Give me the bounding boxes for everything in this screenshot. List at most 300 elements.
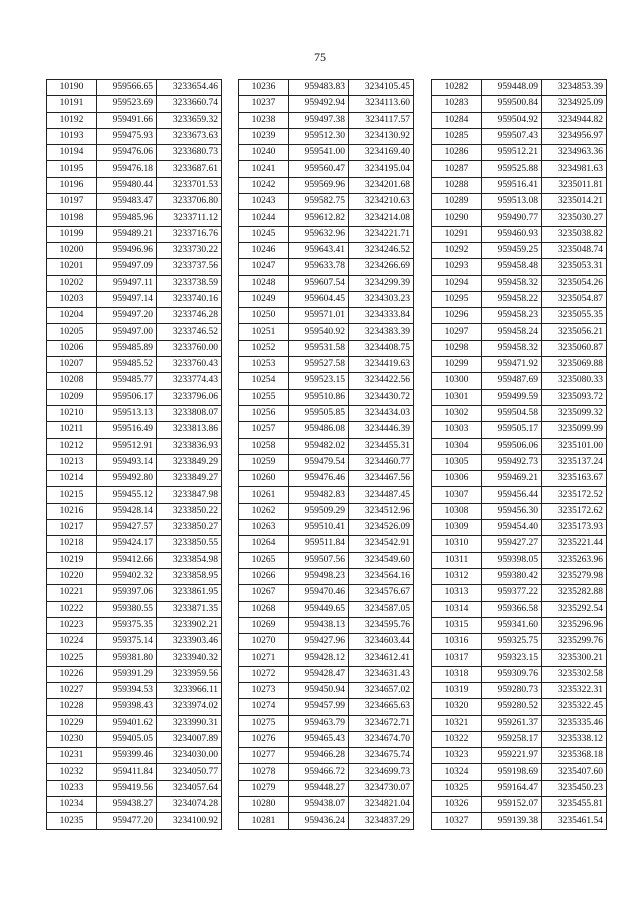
- x-coordinate-cell: 959164.47: [482, 780, 542, 796]
- point-id-cell: 10324: [432, 764, 482, 780]
- table-row: [239, 731, 414, 747]
- table-row: [432, 585, 607, 601]
- y-coordinate-cell: 3234105.45: [349, 80, 414, 96]
- x-coordinate-cell: 959463.79: [289, 715, 349, 731]
- point-id-cell: 10306: [432, 471, 482, 487]
- y-coordinate-cell: 3234631.43: [349, 666, 414, 682]
- table-row: [239, 340, 414, 356]
- table-row: [432, 210, 607, 226]
- x-coordinate-cell: 959448.09: [482, 80, 542, 96]
- table-row: [239, 324, 414, 340]
- table-row: [47, 405, 222, 421]
- y-coordinate-cell: 3234100.92: [157, 813, 222, 829]
- table-row: [47, 748, 222, 764]
- point-id-cell: 10308: [432, 503, 482, 519]
- point-id-cell: 10190: [47, 80, 97, 96]
- x-coordinate-cell: 959460.93: [482, 226, 542, 242]
- table-row: [239, 194, 414, 210]
- y-coordinate-cell: 3234981.63: [542, 161, 607, 177]
- table-row: [432, 650, 607, 666]
- x-coordinate-cell: 959531.58: [289, 340, 349, 356]
- y-coordinate-cell: 3235163.67: [542, 471, 607, 487]
- y-coordinate-cell: 3233654.46: [157, 80, 222, 96]
- x-coordinate-cell: 959438.13: [289, 617, 349, 633]
- x-coordinate-cell: 959504.58: [482, 405, 542, 421]
- point-id-cell: 10191: [47, 96, 97, 112]
- point-id-cell: 10198: [47, 210, 97, 226]
- point-id-cell: 10217: [47, 520, 97, 536]
- y-coordinate-cell: 3234956.97: [542, 128, 607, 144]
- x-coordinate-cell: 959280.73: [482, 682, 542, 698]
- x-coordinate-cell: 959498.23: [289, 568, 349, 584]
- point-id-cell: 10275: [239, 715, 289, 731]
- table-row: [239, 520, 414, 536]
- table-row: [239, 96, 414, 112]
- x-coordinate-cell: 959471.92: [482, 357, 542, 373]
- x-coordinate-cell: 959492.94: [289, 96, 349, 112]
- point-id-cell: 10196: [47, 177, 97, 193]
- x-coordinate-cell: 959454.40: [482, 520, 542, 536]
- table-row: [239, 715, 414, 731]
- point-id-cell: 10310: [432, 536, 482, 552]
- point-id-cell: 10224: [47, 634, 97, 650]
- table-row: [432, 291, 607, 307]
- x-coordinate-cell: 959391.29: [97, 666, 157, 682]
- point-id-cell: 10202: [47, 275, 97, 291]
- y-coordinate-cell: 3234299.39: [349, 275, 414, 291]
- x-coordinate-cell: 959492.80: [97, 471, 157, 487]
- x-coordinate-cell: 959485.89: [97, 340, 157, 356]
- x-coordinate-cell: 959469.21: [482, 471, 542, 487]
- y-coordinate-cell: 3235038.82: [542, 226, 607, 242]
- table-row: [432, 340, 607, 356]
- x-coordinate-cell: 959632.96: [289, 226, 349, 242]
- y-coordinate-cell: 3233902.21: [157, 617, 222, 633]
- x-coordinate-cell: 959427.96: [289, 634, 349, 650]
- point-id-cell: 10273: [239, 682, 289, 698]
- x-coordinate-cell: 959505.17: [482, 422, 542, 438]
- x-coordinate-cell: 959511.84: [289, 536, 349, 552]
- point-id-cell: 10208: [47, 373, 97, 389]
- table-row: [47, 275, 222, 291]
- table-row: [47, 259, 222, 275]
- y-coordinate-cell: 3234419.63: [349, 357, 414, 373]
- table-row: [47, 438, 222, 454]
- y-coordinate-cell: 3235069.88: [542, 357, 607, 373]
- table-row: [47, 666, 222, 682]
- point-id-cell: 10316: [432, 634, 482, 650]
- x-coordinate-cell: 959523.69: [97, 96, 157, 112]
- x-coordinate-cell: 959510.41: [289, 520, 349, 536]
- point-id-cell: 10253: [239, 357, 289, 373]
- x-coordinate-cell: 959516.49: [97, 422, 157, 438]
- x-coordinate-cell: 959459.25: [482, 242, 542, 258]
- y-coordinate-cell: 3235172.52: [542, 487, 607, 503]
- y-coordinate-cell: 3233940.32: [157, 650, 222, 666]
- point-id-cell: 10309: [432, 520, 482, 536]
- point-id-cell: 10262: [239, 503, 289, 519]
- point-id-cell: 10236: [239, 80, 289, 96]
- point-id-cell: 10293: [432, 259, 482, 275]
- table-row: [47, 715, 222, 731]
- x-coordinate-cell: 959500.84: [482, 96, 542, 112]
- y-coordinate-cell: 3233760.43: [157, 357, 222, 373]
- y-coordinate-cell: 3235455.81: [542, 797, 607, 813]
- x-coordinate-cell: 959428.47: [289, 666, 349, 682]
- table-row: [47, 226, 222, 242]
- table-row: [47, 324, 222, 340]
- table-row: [47, 764, 222, 780]
- x-coordinate-cell: 959458.48: [482, 259, 542, 275]
- point-id-cell: 10256: [239, 405, 289, 421]
- table-row: [239, 601, 414, 617]
- x-coordinate-cell: 959506.06: [482, 438, 542, 454]
- x-coordinate-cell: 959458.22: [482, 291, 542, 307]
- point-id-cell: 10241: [239, 161, 289, 177]
- table-row: [239, 666, 414, 682]
- y-coordinate-cell: 3235263.96: [542, 552, 607, 568]
- table-row: [47, 682, 222, 698]
- x-coordinate-cell: 959427.27: [482, 536, 542, 552]
- table-row: [47, 780, 222, 796]
- table-row: [47, 80, 222, 96]
- point-id-cell: 10298: [432, 340, 482, 356]
- point-id-cell: 10206: [47, 340, 97, 356]
- x-coordinate-cell: 959476.06: [97, 145, 157, 161]
- point-id-cell: 10317: [432, 650, 482, 666]
- y-coordinate-cell: 3234672.71: [349, 715, 414, 731]
- y-coordinate-cell: 3235060.87: [542, 340, 607, 356]
- x-coordinate-cell: 959476.18: [97, 161, 157, 177]
- point-id-cell: 10244: [239, 210, 289, 226]
- x-coordinate-cell: 959428.12: [289, 650, 349, 666]
- y-coordinate-cell: 3233813.86: [157, 422, 222, 438]
- y-coordinate-cell: 3235173.93: [542, 520, 607, 536]
- x-coordinate-cell: 959510.86: [289, 389, 349, 405]
- table-row: [239, 634, 414, 650]
- table-row: [47, 487, 222, 503]
- x-coordinate-cell: 959582.75: [289, 194, 349, 210]
- y-coordinate-cell: 3234853.39: [542, 80, 607, 96]
- x-coordinate-cell: 959398.05: [482, 552, 542, 568]
- y-coordinate-cell: 3235099.32: [542, 405, 607, 421]
- x-coordinate-cell: 959643.41: [289, 242, 349, 258]
- point-id-cell: 10266: [239, 568, 289, 584]
- y-coordinate-cell: 3233966.11: [157, 682, 222, 698]
- point-id-cell: 10269: [239, 617, 289, 633]
- point-id-cell: 10291: [432, 226, 482, 242]
- x-coordinate-cell: 959497.38: [289, 112, 349, 128]
- table-row: [432, 177, 607, 193]
- x-coordinate-cell: 959341.60: [482, 617, 542, 633]
- point-id-cell: 10283: [432, 96, 482, 112]
- x-coordinate-cell: 959436.24: [289, 813, 349, 829]
- y-coordinate-cell: 3235011.81: [542, 177, 607, 193]
- point-id-cell: 10323: [432, 748, 482, 764]
- table-row: [432, 536, 607, 552]
- y-coordinate-cell: 3235054.26: [542, 275, 607, 291]
- x-coordinate-cell: 959479.54: [289, 454, 349, 470]
- table-row: [432, 715, 607, 731]
- point-id-cell: 10257: [239, 422, 289, 438]
- point-id-cell: 10294: [432, 275, 482, 291]
- point-id-cell: 10246: [239, 242, 289, 258]
- x-coordinate-cell: 959449.65: [289, 601, 349, 617]
- x-coordinate-cell: 959325.75: [482, 634, 542, 650]
- y-coordinate-cell: 3234542.91: [349, 536, 414, 552]
- table-row: [239, 210, 414, 226]
- y-coordinate-cell: 3234383.39: [349, 324, 414, 340]
- point-id-cell: 10249: [239, 291, 289, 307]
- y-coordinate-cell: 3234665.63: [349, 699, 414, 715]
- x-coordinate-cell: 959512.30: [289, 128, 349, 144]
- point-id-cell: 10248: [239, 275, 289, 291]
- table-row: [432, 699, 607, 715]
- x-coordinate-cell: 959497.11: [97, 275, 157, 291]
- y-coordinate-cell: 3233659.32: [157, 112, 222, 128]
- table-row: [47, 650, 222, 666]
- point-id-cell: 10218: [47, 536, 97, 552]
- y-coordinate-cell: 3234612.41: [349, 650, 414, 666]
- y-coordinate-cell: 3233760.00: [157, 340, 222, 356]
- x-coordinate-cell: 959486.08: [289, 422, 349, 438]
- y-coordinate-cell: 3234487.45: [349, 487, 414, 503]
- table-row: [432, 422, 607, 438]
- point-id-cell: 10192: [47, 112, 97, 128]
- x-coordinate-cell: 959309.76: [482, 666, 542, 682]
- x-coordinate-cell: 959525.88: [482, 161, 542, 177]
- point-id-cell: 10207: [47, 357, 97, 373]
- x-coordinate-cell: 959280.52: [482, 699, 542, 715]
- x-coordinate-cell: 959504.92: [482, 112, 542, 128]
- table-row: [239, 797, 414, 813]
- point-id-cell: 10290: [432, 210, 482, 226]
- table-row: [47, 503, 222, 519]
- y-coordinate-cell: 3233687.61: [157, 161, 222, 177]
- x-coordinate-cell: 959566.65: [97, 80, 157, 96]
- point-id-cell: 10195: [47, 161, 97, 177]
- point-id-cell: 10282: [432, 80, 482, 96]
- point-id-cell: 10227: [47, 682, 97, 698]
- point-id-cell: 10265: [239, 552, 289, 568]
- x-coordinate-cell: 959450.94: [289, 682, 349, 698]
- table-row: [239, 259, 414, 275]
- point-id-cell: 10319: [432, 682, 482, 698]
- point-id-cell: 10223: [47, 617, 97, 633]
- point-id-cell: 10219: [47, 552, 97, 568]
- table-row: [239, 422, 414, 438]
- y-coordinate-cell: 3235101.00: [542, 438, 607, 454]
- y-coordinate-cell: 3233861.95: [157, 585, 222, 601]
- y-coordinate-cell: 3235335.46: [542, 715, 607, 731]
- point-id-cell: 10325: [432, 780, 482, 796]
- x-coordinate-cell: 959523.15: [289, 373, 349, 389]
- y-coordinate-cell: 3235299.76: [542, 634, 607, 650]
- y-coordinate-cell: 3234113.60: [349, 96, 414, 112]
- y-coordinate-cell: 3233730.22: [157, 242, 222, 258]
- x-coordinate-cell: 959397.06: [97, 585, 157, 601]
- x-coordinate-cell: 959480.44: [97, 177, 157, 193]
- table-row: [47, 96, 222, 112]
- y-coordinate-cell: 3234526.09: [349, 520, 414, 536]
- x-coordinate-cell: 959604.45: [289, 291, 349, 307]
- table-row: [432, 454, 607, 470]
- x-coordinate-cell: 959455.12: [97, 487, 157, 503]
- table-row: [47, 291, 222, 307]
- point-id-cell: 10197: [47, 194, 97, 210]
- x-coordinate-cell: 959428.14: [97, 503, 157, 519]
- point-id-cell: 10243: [239, 194, 289, 210]
- point-id-cell: 10251: [239, 324, 289, 340]
- y-coordinate-cell: 3235053.31: [542, 259, 607, 275]
- table-row: [432, 764, 607, 780]
- y-coordinate-cell: 3234657.02: [349, 682, 414, 698]
- x-coordinate-cell: 959399.46: [97, 748, 157, 764]
- x-coordinate-cell: 959482.02: [289, 438, 349, 454]
- x-coordinate-cell: 959497.00: [97, 324, 157, 340]
- point-id-cell: 10285: [432, 128, 482, 144]
- x-coordinate-cell: 959571.01: [289, 308, 349, 324]
- y-coordinate-cell: 3235282.88: [542, 585, 607, 601]
- table-row: [47, 242, 222, 258]
- table-row: [239, 536, 414, 552]
- x-coordinate-cell: 959221.97: [482, 748, 542, 764]
- x-coordinate-cell: 959476.46: [289, 471, 349, 487]
- point-id-cell: 10278: [239, 764, 289, 780]
- point-id-cell: 10209: [47, 389, 97, 405]
- table-row: [239, 454, 414, 470]
- table-row: [432, 145, 607, 161]
- table-row: [47, 797, 222, 813]
- point-id-cell: 10235: [47, 813, 97, 829]
- table-row: [432, 634, 607, 650]
- x-coordinate-cell: 959139.38: [482, 813, 542, 829]
- point-id-cell: 10305: [432, 454, 482, 470]
- table-row: [239, 80, 414, 96]
- point-id-cell: 10302: [432, 405, 482, 421]
- x-coordinate-cell: 959513.08: [482, 194, 542, 210]
- point-id-cell: 10321: [432, 715, 482, 731]
- y-coordinate-cell: 3234422.56: [349, 373, 414, 389]
- y-coordinate-cell: 3235137.24: [542, 454, 607, 470]
- point-id-cell: 10233: [47, 780, 97, 796]
- table-row: [47, 389, 222, 405]
- y-coordinate-cell: 3235048.74: [542, 242, 607, 258]
- table-row: [239, 242, 414, 258]
- table-row: [432, 487, 607, 503]
- y-coordinate-cell: 3234221.71: [349, 226, 414, 242]
- table-row: [432, 780, 607, 796]
- point-id-cell: 10238: [239, 112, 289, 128]
- x-coordinate-cell: 959485.96: [97, 210, 157, 226]
- x-coordinate-cell: 959477.20: [97, 813, 157, 829]
- point-id-cell: 10205: [47, 324, 97, 340]
- point-id-cell: 10303: [432, 422, 482, 438]
- y-coordinate-cell: 3235014.21: [542, 194, 607, 210]
- table-row: [47, 128, 222, 144]
- point-id-cell: 10289: [432, 194, 482, 210]
- table-row: [432, 568, 607, 584]
- x-coordinate-cell: 959541.00: [289, 145, 349, 161]
- y-coordinate-cell: 3234925.09: [542, 96, 607, 112]
- y-coordinate-cell: 3235450.23: [542, 780, 607, 796]
- table-row: [432, 438, 607, 454]
- point-id-cell: 10254: [239, 373, 289, 389]
- x-coordinate-cell: 959497.09: [97, 259, 157, 275]
- y-coordinate-cell: 3234963.36: [542, 145, 607, 161]
- x-coordinate-cell: 959466.72: [289, 764, 349, 780]
- point-id-cell: 10204: [47, 308, 97, 324]
- x-coordinate-cell: 959458.23: [482, 308, 542, 324]
- y-coordinate-cell: 3234549.60: [349, 552, 414, 568]
- y-coordinate-cell: 3233850.27: [157, 520, 222, 536]
- x-coordinate-cell: 959411.84: [97, 764, 157, 780]
- point-id-cell: 10211: [47, 422, 97, 438]
- table-row: [47, 112, 222, 128]
- table-row: [47, 194, 222, 210]
- point-id-cell: 10326: [432, 797, 482, 813]
- y-coordinate-cell: 3235300.21: [542, 650, 607, 666]
- x-coordinate-cell: 959456.30: [482, 503, 542, 519]
- point-id-cell: 10250: [239, 308, 289, 324]
- point-id-cell: 10221: [47, 585, 97, 601]
- y-coordinate-cell: 3233774.43: [157, 373, 222, 389]
- y-coordinate-cell: 3233746.52: [157, 324, 222, 340]
- x-coordinate-cell: 959492.73: [482, 454, 542, 470]
- table-row: [432, 373, 607, 389]
- point-id-cell: 10271: [239, 650, 289, 666]
- x-coordinate-cell: 959198.69: [482, 764, 542, 780]
- y-coordinate-cell: 3235221.44: [542, 536, 607, 552]
- y-coordinate-cell: 3234117.57: [349, 112, 414, 128]
- x-coordinate-cell: 959505.85: [289, 405, 349, 421]
- table-row: [239, 682, 414, 698]
- point-id-cell: 10268: [239, 601, 289, 617]
- table-row: [239, 357, 414, 373]
- table-row: [239, 780, 414, 796]
- table-row: [432, 797, 607, 813]
- table-row: [239, 568, 414, 584]
- point-id-cell: 10237: [239, 96, 289, 112]
- y-coordinate-cell: 3235030.27: [542, 210, 607, 226]
- table-row: [239, 650, 414, 666]
- y-coordinate-cell: 3234674.70: [349, 731, 414, 747]
- table-row: [239, 748, 414, 764]
- y-coordinate-cell: 3234467.56: [349, 471, 414, 487]
- point-id-cell: 10220: [47, 568, 97, 584]
- point-id-cell: 10299: [432, 357, 482, 373]
- point-id-cell: 10230: [47, 731, 97, 747]
- x-coordinate-cell: 959366.58: [482, 601, 542, 617]
- y-coordinate-cell: 3234169.40: [349, 145, 414, 161]
- y-coordinate-cell: 3235292.54: [542, 601, 607, 617]
- x-coordinate-cell: 959485.77: [97, 373, 157, 389]
- table-row: [47, 373, 222, 389]
- coordinate-table-middle: [238, 79, 414, 830]
- table-row: [47, 422, 222, 438]
- table-row: [239, 552, 414, 568]
- table-row: [239, 226, 414, 242]
- x-coordinate-cell: 959482.83: [289, 487, 349, 503]
- y-coordinate-cell: 3233974.02: [157, 699, 222, 715]
- point-id-cell: 10212: [47, 438, 97, 454]
- point-id-cell: 10252: [239, 340, 289, 356]
- y-coordinate-cell: 3234595.76: [349, 617, 414, 633]
- point-id-cell: 10240: [239, 145, 289, 161]
- x-coordinate-cell: 959448.27: [289, 780, 349, 796]
- y-coordinate-cell: 3234303.23: [349, 291, 414, 307]
- point-id-cell: 10322: [432, 731, 482, 747]
